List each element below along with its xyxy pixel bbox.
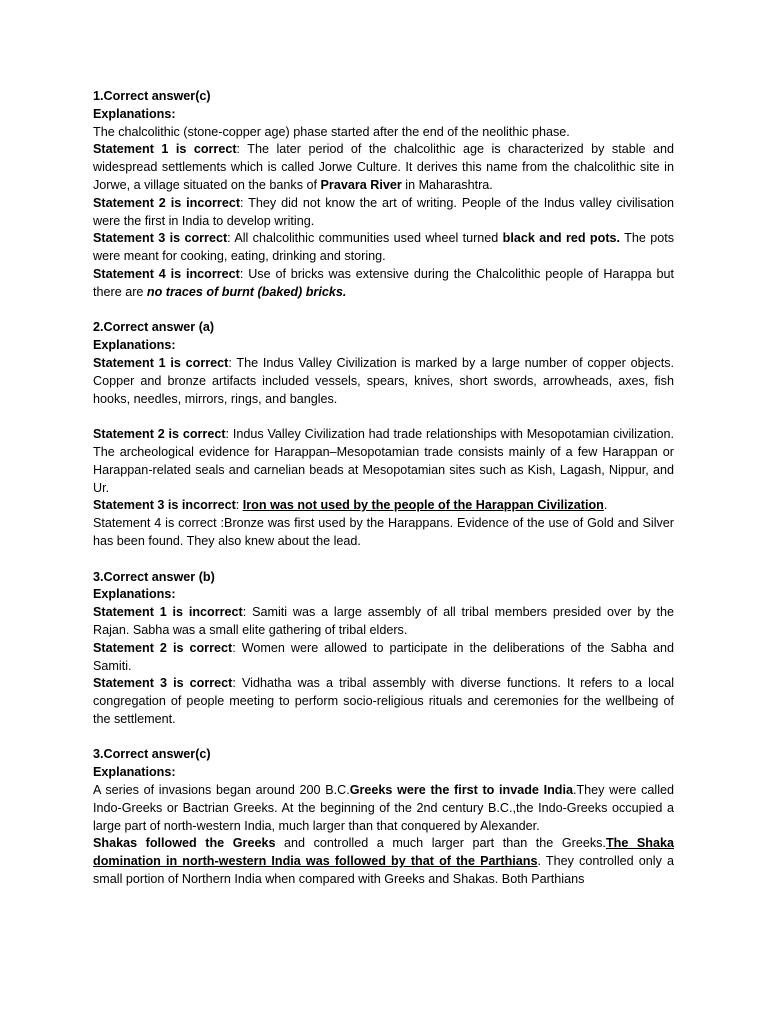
paragraph-text-tail: .They were called Indo-Greeks or Bactrian Greeks. At the beginning of the 2nd century B.C.,the Indo-Greeks occupied a large part of north-western India, much larger than that conquered by Alexander. (93, 783, 674, 833)
statement-2 (93, 195, 674, 231)
statement-text: : Use of bricks was extensive during the Chalcolithic people of Harappa but there are (93, 266, 674, 299)
statement-label: Statement 4 is incorrect (93, 266, 240, 281)
document-body (93, 88, 674, 907)
intro-paragraph (93, 124, 674, 142)
emphasis-text: Pravara River (320, 177, 402, 192)
statement-label: Statement 3 is correct (93, 231, 228, 246)
statement-4 (93, 266, 674, 302)
statement-4 (93, 515, 674, 551)
paragraph-text-tail: . They controlled only a small portion of Northern India when compared with Greeks and Shakas. Both Parthians (93, 854, 674, 887)
statement-2 (93, 426, 674, 497)
statement-colon: : (235, 498, 243, 513)
paragraph-1 (93, 782, 674, 835)
explanations-label: Explanations: (93, 765, 176, 780)
statement-label: Statement 1 is correct (93, 142, 237, 157)
paragraph-text: and controlled a much larger part than the Greeks. (275, 836, 606, 851)
statement-text-tail: . (603, 498, 608, 513)
paragraph-text: A series of invasions began around 200 B.C. (93, 783, 350, 798)
statement-3 (93, 675, 674, 728)
statement-text: : Vidhatha was a tribal assembly with diverse functions. It refers to a local congregation of people meeting to perform socio-religious rituals and ceremonies for the wellbeing of the settlement. (93, 676, 675, 726)
emphasis-text: black and red pots. (502, 231, 621, 246)
explanations-label: Explanations: (93, 587, 176, 602)
emphasis-underlined-text: The Shaka domination in north-western India was followed by that of the Parthians (93, 836, 674, 869)
statement-text: : Indus Valley Civilization had trade relationships with Mesopotamian civilization. The archeological evidence for Harappan–Mesopotamian trade consists mainly of a few Harappan or Harappan-related seals and carnelian beads at Mesopotamian sites such as Kish, Lagash, Nippur, and Ur. (93, 427, 674, 495)
paragraph-2 (93, 835, 674, 888)
answer-heading: 3.Correct answer(c) (93, 747, 211, 762)
explanations-label: Explanations: (93, 338, 176, 353)
statement-label: Statement 3 is correct (93, 676, 233, 691)
statement-text: : The later period of the chalcolithic age is characterized by stable and widespread settlements which is called Jorwe Culture. It derives this name from the chalcolithic site in Jorwe, a village situated on the banks of (93, 142, 674, 192)
answer-section-4 (93, 746, 674, 888)
statement-text-tail: The pots were meant for cooking, eating, drinking and storing. (93, 231, 675, 264)
statement-label: Statement 3 is incorrect (93, 498, 236, 513)
statement-3 (93, 230, 674, 266)
emphasis-text: Shakas followed the Greeks (93, 836, 276, 851)
answer-section-1 (93, 88, 674, 302)
statement-1 (93, 604, 674, 640)
statement-2 (93, 640, 674, 676)
statement-label: Statement 1 is incorrect (93, 605, 243, 620)
statement-label: Statement 2 is incorrect (93, 195, 241, 210)
answer-heading: 3.Correct answer (b) (93, 569, 215, 584)
answer-heading: 1.Correct answer(c) (93, 89, 211, 103)
emphasis-text: Iron was not used by the people of the Harappan Civilization (242, 498, 604, 513)
statement-1 (93, 141, 674, 194)
statement-3 (93, 497, 674, 515)
statement-text: : They did not know the art of writing. People of the Indus valley civilisation were the first in India to develop writing. (93, 195, 675, 228)
statement-label: Statement 1 is correct (93, 355, 229, 370)
statement-text: : Women were allowed to participate in the deliberations of the Sabha and Samiti. (93, 640, 674, 673)
statement-1 (93, 355, 674, 408)
intro-text: The chalcolithic (stone-copper age) phase started after the end of the neolithic phase. (93, 124, 570, 139)
statement-label: Statement 2 is correct (93, 427, 226, 442)
statement-text: : Samiti was a large assembly of all tribal members presided over by the Rajan. Sabha was a small elite gathering of tribal elders. (93, 605, 674, 637)
answer-section-3 (93, 569, 674, 729)
paragraph-spacer (93, 408, 674, 426)
emphasis-text: Greeks were the first to invade India (349, 783, 573, 798)
statement-text: : The Indus Valley Civilization is marked by a large number of copper objects. Copper and bronze artifacts included vessels, spears, knives, short swords, arrowheads, axes, fish hooks, needles, mirrors, rings, and bangles. (93, 355, 674, 406)
answer-section-2 (93, 319, 674, 550)
statement-text-tail: in Maharashtra. (401, 177, 493, 192)
statement-text: Statement 4 is correct :Bronze was first used by the Harappans. Evidence of the use of Gold and Silver has been found. They also knew about the lead. (93, 516, 674, 548)
answer-heading: 2.Correct answer (a) (93, 320, 215, 335)
statement-label: Statement 2 is correct (93, 640, 233, 655)
statement-text: : All chalcolithic communities used wheel turned (227, 231, 503, 246)
explanations-label: Explanations: (93, 106, 176, 121)
emphasis-text: no traces of burnt (baked) bricks. (146, 284, 347, 299)
